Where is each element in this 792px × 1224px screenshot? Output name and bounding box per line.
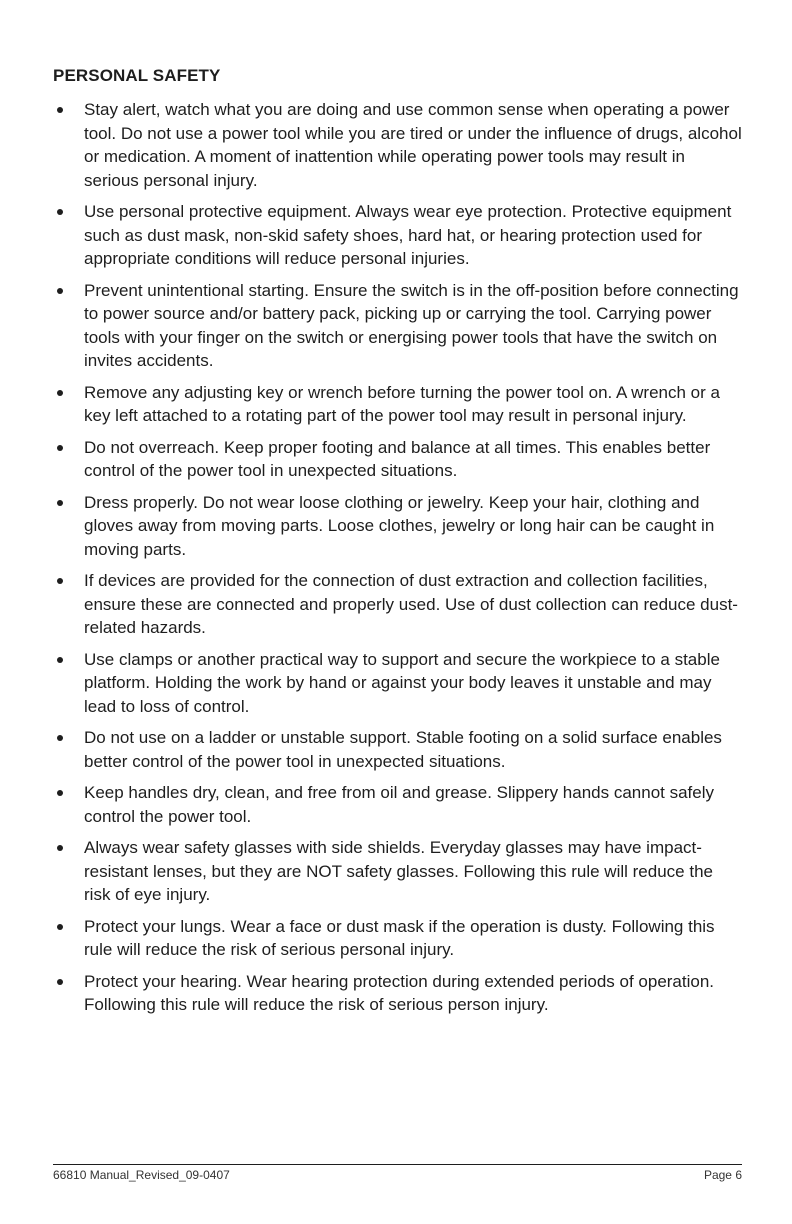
list-item xyxy=(0,970,792,1017)
page-number: Page 6 xyxy=(703,1168,742,1182)
bullet-icon xyxy=(57,107,63,113)
list-item xyxy=(0,200,792,271)
section-heading: PERSONAL SAFETY xyxy=(53,66,221,85)
safety-list xyxy=(0,98,792,1025)
list-item-text: Do not use on a ladder or unstable support. Stable footing on a solid surface enables better control of the power tool in unexpected situations. xyxy=(84,728,722,771)
bullet-icon xyxy=(57,979,63,985)
bullet-icon xyxy=(57,445,63,451)
list-item xyxy=(0,569,792,640)
list-item-text: Use personal protective equipment. Always wear eye protection. Protective equipment such as dust mask, non-skid safety shoes, hard hat, or hearing protection used for appropriate conditions will reduce personal injuries. xyxy=(84,202,732,268)
list-item xyxy=(0,381,792,428)
bullet-icon xyxy=(57,390,63,396)
bullet-icon xyxy=(57,845,63,851)
bullet-icon xyxy=(57,578,63,584)
list-item xyxy=(0,436,792,483)
list-item-text: Always wear safety glasses with side shields. Everyday glasses may have impact-resistant lenses, but they are NOT safety glasses. Following this rule will reduce the risk of eye injury. xyxy=(84,838,713,904)
list-item xyxy=(0,781,792,828)
list-item-text: Protect your hearing. Wear hearing protection during extended periods of operation. Following this rule will reduce the risk of serious person injury. xyxy=(84,971,715,1014)
bullet-icon xyxy=(57,288,63,294)
bullet-icon xyxy=(57,500,63,506)
list-item xyxy=(0,915,792,962)
page-footer xyxy=(53,1164,742,1182)
bullet-icon xyxy=(57,924,63,930)
list-item xyxy=(0,491,792,562)
list-item-text: Protect your lungs. Wear a face or dust mask if the operation is dusty. Following this rule will reduce the risk of serious personal injury. xyxy=(84,916,715,959)
list-item-text: Remove any adjusting key or wrench before turning the power tool on. A wrench or a key left attached to a rotating part of the power tool may result in personal injury. xyxy=(84,382,720,425)
list-item-text: Dress properly. Do not wear loose clothing or jewelry. Keep your hair, clothing and gloves away from moving parts. Loose clothes, jewelry or long hair can be caught in moving parts. xyxy=(84,492,715,559)
list-item-text: If devices are provided for the connection of dust extraction and collection facilities, ensure these are connected and properly used. Use of dust collection can reduce dust-related hazards. xyxy=(84,571,738,637)
list-item-text: Keep handles dry, clean, and free from oil and grease. Slippery hands cannot safely control the power tool. xyxy=(84,783,715,826)
list-item-text: Prevent unintentional starting. Ensure the switch is in the off-position before connecting to power source and/or battery pack, picking up or carrying the tool. Carrying power tools with your finger on the switch or energising power tools that have the switch on invites accidents. xyxy=(84,280,739,370)
list-item xyxy=(0,726,792,773)
bullet-icon xyxy=(57,209,63,215)
bullet-icon xyxy=(57,657,63,663)
bullet-icon xyxy=(57,735,63,741)
document-id: 66810 Manual_Revised_09-0407 xyxy=(53,1168,230,1182)
list-item-text: Stay alert, watch what you are doing and use common sense when operating a power tool. Do not use a power tool while you are tired or under the influence of drugs, alcohol or medication. A moment of inattention while operating power tools may result in serious personal injury. xyxy=(84,100,742,190)
list-item xyxy=(0,279,792,373)
bullet-icon xyxy=(57,790,63,796)
list-item xyxy=(0,98,792,192)
list-item xyxy=(0,836,792,907)
list-item-text: Use clamps or another practical way to support and secure the workpiece to a stable platform. Holding the work by hand or against your body leaves it unstable and may lead to loss of control. xyxy=(84,649,720,716)
list-item xyxy=(0,648,792,719)
list-item-text: Do not overreach. Keep proper footing and balance at all times. This enables better control of the power tool in unexpected situations. xyxy=(84,437,711,480)
